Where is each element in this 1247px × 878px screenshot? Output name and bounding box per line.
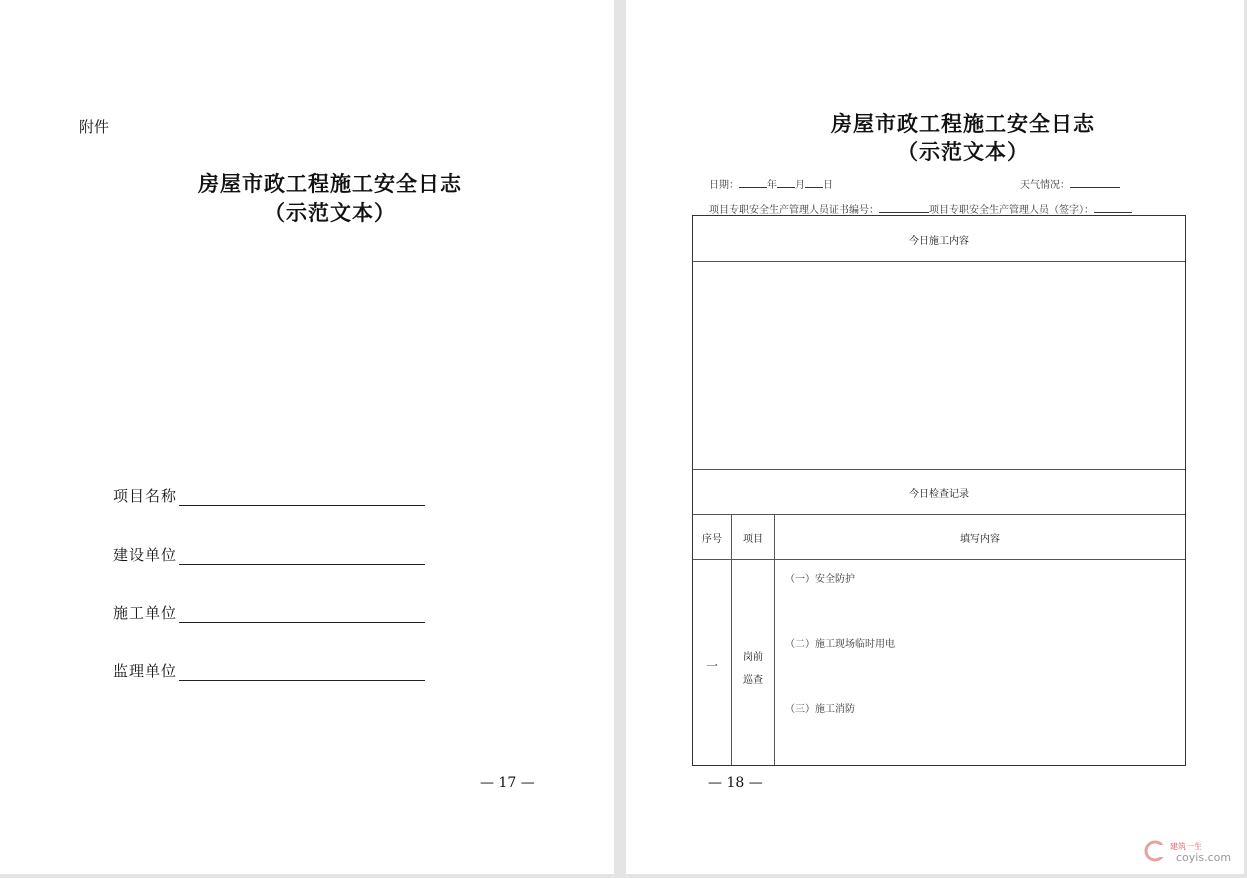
page-number-17: — 17 —	[480, 775, 535, 791]
log-subtitle: （示范文本）	[897, 139, 1029, 164]
day-label: 日	[823, 180, 833, 191]
svg-text:建筑一生: 建筑一生	[1170, 842, 1202, 851]
contractor-unit-input-line[interactable]	[179, 604, 425, 623]
svg-text:coyis.com: coyis.com	[1176, 851, 1232, 864]
supervision-unit-input-line[interactable]	[179, 662, 425, 681]
today-work-header: 今日施工内容	[909, 236, 969, 247]
row-item-line1: 岗前	[743, 652, 763, 663]
table-rule	[693, 514, 1185, 515]
field-label: 建设单位	[113, 546, 178, 564]
field-label: 项目名称	[113, 487, 178, 505]
weather-blank[interactable]	[1070, 177, 1120, 188]
month-blank[interactable]	[777, 177, 795, 188]
date-row	[709, 176, 833, 191]
col-header-item: 项目	[743, 534, 763, 545]
coyis-logo-icon	[1142, 838, 1242, 868]
year-blank[interactable]	[739, 177, 767, 188]
cover-title: 房屋市政工程施工安全日志	[198, 171, 462, 196]
section-fire-protection: （三）施工消防	[785, 704, 855, 715]
day-blank[interactable]	[805, 177, 823, 188]
field-construction-unit	[113, 544, 425, 565]
safety-log-table	[692, 215, 1186, 766]
attachment-label: 附件	[79, 118, 110, 136]
field-label: 监理单位	[113, 662, 178, 680]
field-label: 施工单位	[113, 604, 178, 622]
safety-officer-row	[709, 201, 1132, 216]
sign-blank[interactable]	[1094, 202, 1132, 213]
row-number: 一	[705, 659, 718, 673]
page-number-18: — 18 —	[708, 775, 763, 791]
col-header-no: 序号	[702, 534, 722, 545]
today-work-content-area[interactable]	[693, 262, 1185, 469]
field-project-name	[113, 485, 425, 506]
month-label: 月	[795, 180, 805, 191]
weather-label: 天气情况：	[1020, 180, 1070, 191]
row-item-line2: 巡查	[743, 675, 763, 686]
table-col-rule	[731, 514, 732, 765]
date-label: 日期：	[709, 180, 739, 191]
cert-blank[interactable]	[879, 202, 929, 213]
cert-label: 项目专职安全生产管理人员证书编号：	[709, 205, 879, 216]
section-temporary-electricity: （二）施工现场临时用电	[785, 639, 895, 650]
construction-unit-input-line[interactable]	[179, 546, 425, 565]
section-safety-protection: （一）安全防护	[785, 574, 855, 585]
today-check-header: 今日检查记录	[909, 489, 969, 500]
weather-row	[1020, 176, 1120, 191]
field-contractor-unit	[113, 602, 425, 623]
inspection-content-area[interactable]	[775, 560, 1185, 765]
table-rule	[693, 469, 1185, 470]
log-title: 房屋市政工程施工安全日志	[831, 111, 1095, 136]
year-label: 年	[767, 180, 777, 191]
field-supervision-unit	[113, 660, 425, 681]
watermark-logo	[1142, 838, 1242, 872]
project-name-input-line[interactable]	[179, 487, 425, 506]
cover-subtitle: （示范文本）	[264, 200, 396, 225]
col-header-content: 填写内容	[960, 534, 1000, 545]
sign-label: 项目专职安全生产管理人员（签字）：	[929, 205, 1094, 216]
